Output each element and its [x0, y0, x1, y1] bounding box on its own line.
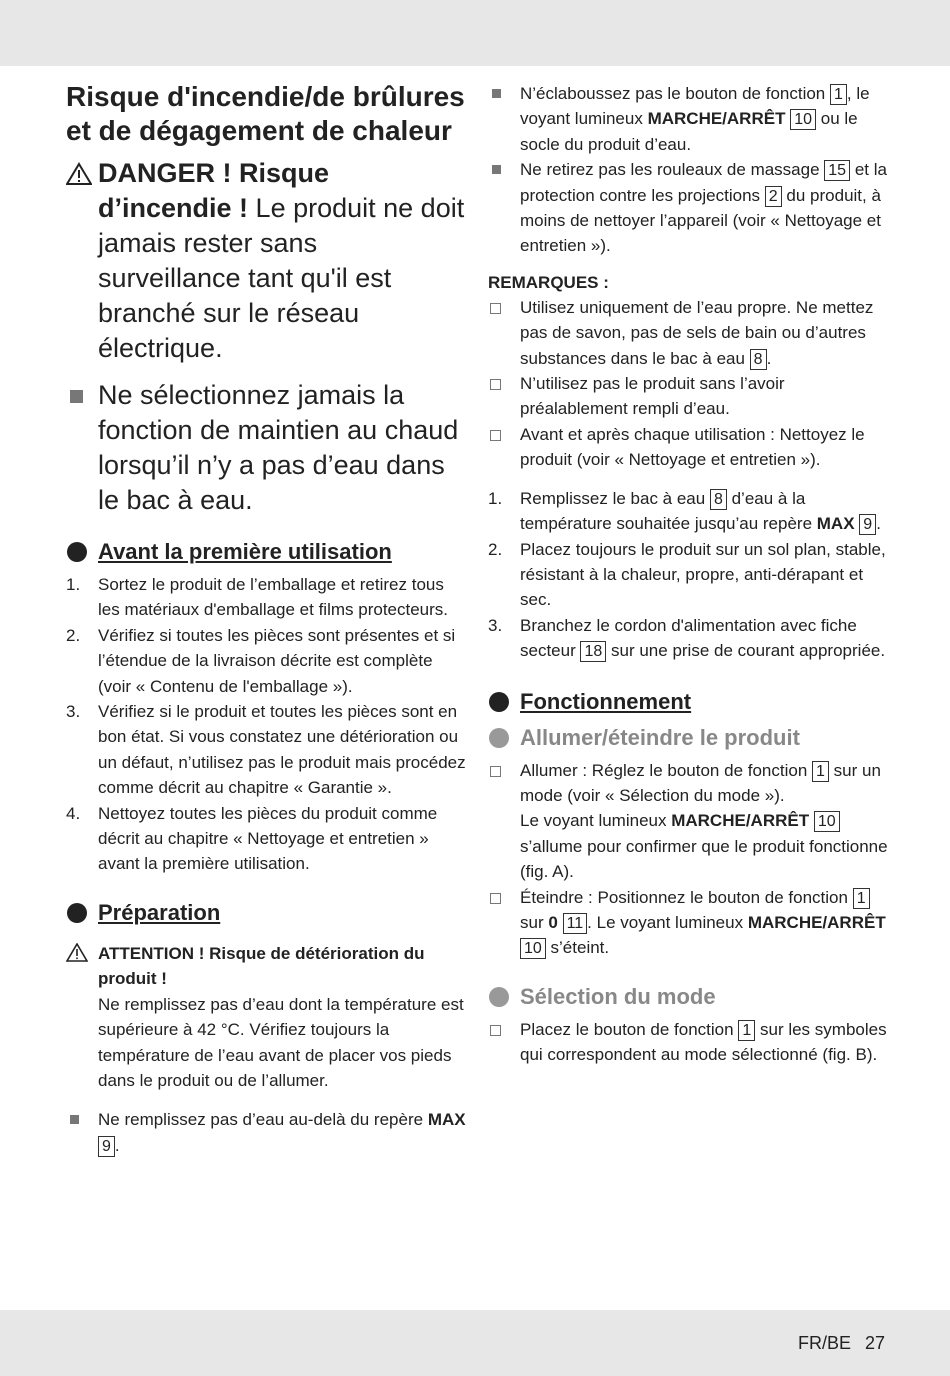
attention-warning [66, 941, 466, 1093]
part-number-box: 15 [824, 160, 850, 181]
item-text: Placez toujours le produit sur un sol plan, stable, résistant à la chaleur, propre, anti-dérapant et sec. [520, 539, 886, 610]
part-number-box: 1 [853, 888, 870, 909]
section-title-text: Fonctionnement [520, 688, 692, 714]
list-item [66, 572, 466, 623]
item-text: Le voyant lumineux [520, 811, 667, 831]
item-text: Sortez le produit de l’emballage et retirez tous les matériaux d'emballage et films protecteurs. [98, 575, 449, 620]
list-item [66, 623, 466, 699]
checkbox-icon [490, 1025, 501, 1036]
big-bullet-text: Ne sélectionnez jamais la fonction de maintien au chaud lorsqu’il n’y a pas d’eau dans le bac à eau. [98, 380, 459, 515]
section-title-preparation [66, 899, 466, 927]
bullet-dot-icon [489, 728, 509, 748]
danger-text: Le produit ne doit jamais rester sans surveillance tant qu'il est branché sur le réseau électrique. [98, 193, 465, 363]
remark-item [488, 371, 888, 422]
remark-end: . [766, 348, 772, 368]
checkbox-icon [490, 430, 501, 441]
subsection-title-text: Sélection du mode [520, 983, 716, 1009]
max-label: MAX [427, 1110, 466, 1130]
marche-arret-label: MARCHE/ARRÊT [671, 811, 810, 831]
item-number: 1. [66, 575, 81, 594]
preparation-bullet [66, 1107, 466, 1158]
header-band [0, 0, 950, 66]
item-text: Éteindre : Positionnez le bouton de fonction [520, 887, 848, 907]
square-bullet-icon [70, 390, 83, 403]
item-text: sur une prise de courant appropriée. [611, 641, 886, 661]
marche-arret-label: MARCHE/ARRÊT [647, 109, 786, 129]
part-number-box: 9 [859, 514, 876, 535]
warning-triangle-icon [66, 160, 92, 195]
part-number-box: 10 [520, 938, 546, 959]
part-number-box: 10 [814, 811, 840, 832]
subsection-title-mode [488, 983, 888, 1011]
bullet-text: Ne retirez pas les rouleaux de massage [520, 160, 820, 180]
item-text: sur les symboles qui correspondent au mode sélectionné (fig. B). [520, 1019, 887, 1065]
part-number-box: 9 [98, 1136, 115, 1157]
bullet-text: du produit, à moins de nettoyer l’appareil (voir « Nettoyage et entretien »). [520, 185, 881, 256]
part-number-box: 18 [580, 641, 606, 662]
list-item [488, 486, 888, 537]
warning-triangle-icon [66, 943, 88, 970]
subsection-title-text: Allumer/éteindre le produit [520, 724, 800, 750]
attention-text: Ne remplissez pas d’eau dont la température est supérieure à 42 °C. Vérifiez toujours la température de l’eau avant de placer vos pieds dans le produit ou de l’allumer. [98, 994, 464, 1090]
square-bullet-icon [492, 165, 501, 174]
part-number-box: 8 [750, 349, 767, 370]
item-text: d’eau à la température souhaitée jusqu’au repère [520, 488, 813, 534]
item-end: . [876, 514, 881, 534]
first-use-steps [66, 572, 466, 877]
remark-item [488, 295, 888, 371]
list-item [488, 613, 888, 664]
item-text: Remplissez le bac à eau [520, 488, 706, 508]
marche-arret-label: MARCHE/ARRÊT [747, 912, 886, 932]
subsection-title-power [488, 724, 888, 752]
power-off-item [488, 885, 888, 961]
square-bullet-icon [492, 89, 501, 98]
page-number: 27 [864, 1333, 885, 1353]
section-title-text: Préparation [98, 899, 221, 925]
part-number-box: 8 [710, 489, 727, 510]
item-number: 3. [488, 615, 503, 635]
bullet-dot-icon [67, 542, 87, 562]
danger-strong: DANGER ! Risque d’incendie ! [98, 158, 330, 223]
item-text: Placez le bouton de fonction [520, 1019, 734, 1039]
part-number-box: 11 [563, 913, 588, 934]
big-bullet [66, 378, 466, 518]
part-number-box: 10 [790, 109, 816, 130]
item-number: 4. [66, 803, 81, 823]
page-footer [798, 1333, 885, 1354]
item-text: sur un mode (voir « Sélection du mode »). [520, 760, 881, 805]
bullet-dot-icon [489, 987, 509, 1007]
remark-text: Avant et après chaque utilisation : Nettoyez le produit (voir « Nettoyage et entretien »). [520, 424, 865, 470]
remark-text: N’utilisez pas le produit sans l’avoir préalablement rempli d’eau. [520, 374, 785, 419]
item-text: Branchez le cordon d'alimentation avec fiche secteur [520, 615, 857, 661]
right-column [488, 81, 888, 1068]
bullet-text: , le voyant lumineux [520, 84, 870, 129]
item-text: sur [520, 912, 544, 932]
bullet-text: ou le socle du produit d’eau. [520, 109, 858, 154]
item-text: s’éteint. [550, 938, 610, 958]
attention-strong: ATTENTION ! Risque de détérioration du produit ! [98, 943, 425, 989]
section-title-first-use [66, 538, 466, 566]
item-number: 2. [66, 625, 81, 645]
list-item [66, 699, 466, 801]
item-text: . Le voyant lumineux [587, 912, 744, 932]
bullet-end: . [114, 1135, 120, 1155]
bullet-text: Ne remplissez pas d’eau au-delà du repère [98, 1110, 424, 1130]
bullet-dot-icon [489, 692, 509, 712]
power-on-item [488, 758, 888, 885]
remark-text: Utilisez uniquement de l’eau propre. Ne mettez pas de savon, pas de sels de bain ou d’autres substances dans le bac à eau [520, 297, 874, 368]
part-number-box: 1 [738, 1020, 755, 1041]
section-title-operation [488, 688, 888, 716]
item-text: s’allume pour confirmer que le produit fonctionne (fig. A). [520, 836, 888, 882]
section-title-text: Avant la première utilisation [98, 539, 392, 564]
left-column [66, 80, 466, 1158]
danger-warning [66, 156, 466, 366]
part-number-box: 1 [830, 84, 847, 105]
list-item [66, 801, 466, 877]
item-number: 3. [66, 702, 81, 722]
checkbox-icon [490, 303, 501, 314]
checkbox-icon [490, 893, 501, 904]
remarks-label: REMARQUES : [488, 272, 609, 292]
preparation-steps [488, 486, 888, 664]
bullet-text: et la protection contre les projections [520, 160, 887, 205]
item-text: Vérifiez si le produit et toutes les pièces sont en bon état. Si vous constatez une détérioration ou un défaut, n’utilisez pas le produit mais procédez comme décrit au chapitre « Garantie ». [98, 702, 466, 798]
section-heading: Risque d'incendie/de brûlures et de dégagement de chaleur [66, 81, 465, 146]
part-number-box: 1 [812, 761, 829, 782]
bullet-text: N’éclaboussez pas le bouton de fonction [520, 84, 826, 103]
warning-bullet [488, 157, 888, 259]
remark-item [488, 422, 888, 473]
bullet-dot-icon [67, 903, 87, 923]
item-text: Vérifiez si toutes les pièces sont présentes et si l’étendue de la livraison décrite est complète (voir « Contenu de l'emballage »). [98, 625, 456, 696]
checkbox-icon [490, 379, 501, 390]
zero-label: 0 [548, 912, 558, 932]
list-item [488, 537, 888, 613]
mode-item [488, 1017, 888, 1068]
square-bullet-icon [70, 1115, 79, 1124]
item-text: Allumer : Réglez le bouton de fonction [520, 760, 808, 780]
footer-lang: FR/BE [797, 1333, 851, 1353]
checkbox-icon [490, 766, 501, 777]
item-number: 2. [488, 539, 503, 559]
item-text: Nettoyez toutes les pièces du produit comme décrit au chapitre « Nettoyage et entretien » avant la première utilisation. [98, 803, 438, 874]
max-label: MAX [816, 514, 855, 534]
part-number-box: 2 [765, 186, 782, 207]
item-number: 1. [488, 488, 503, 508]
warning-bullet [488, 81, 888, 157]
